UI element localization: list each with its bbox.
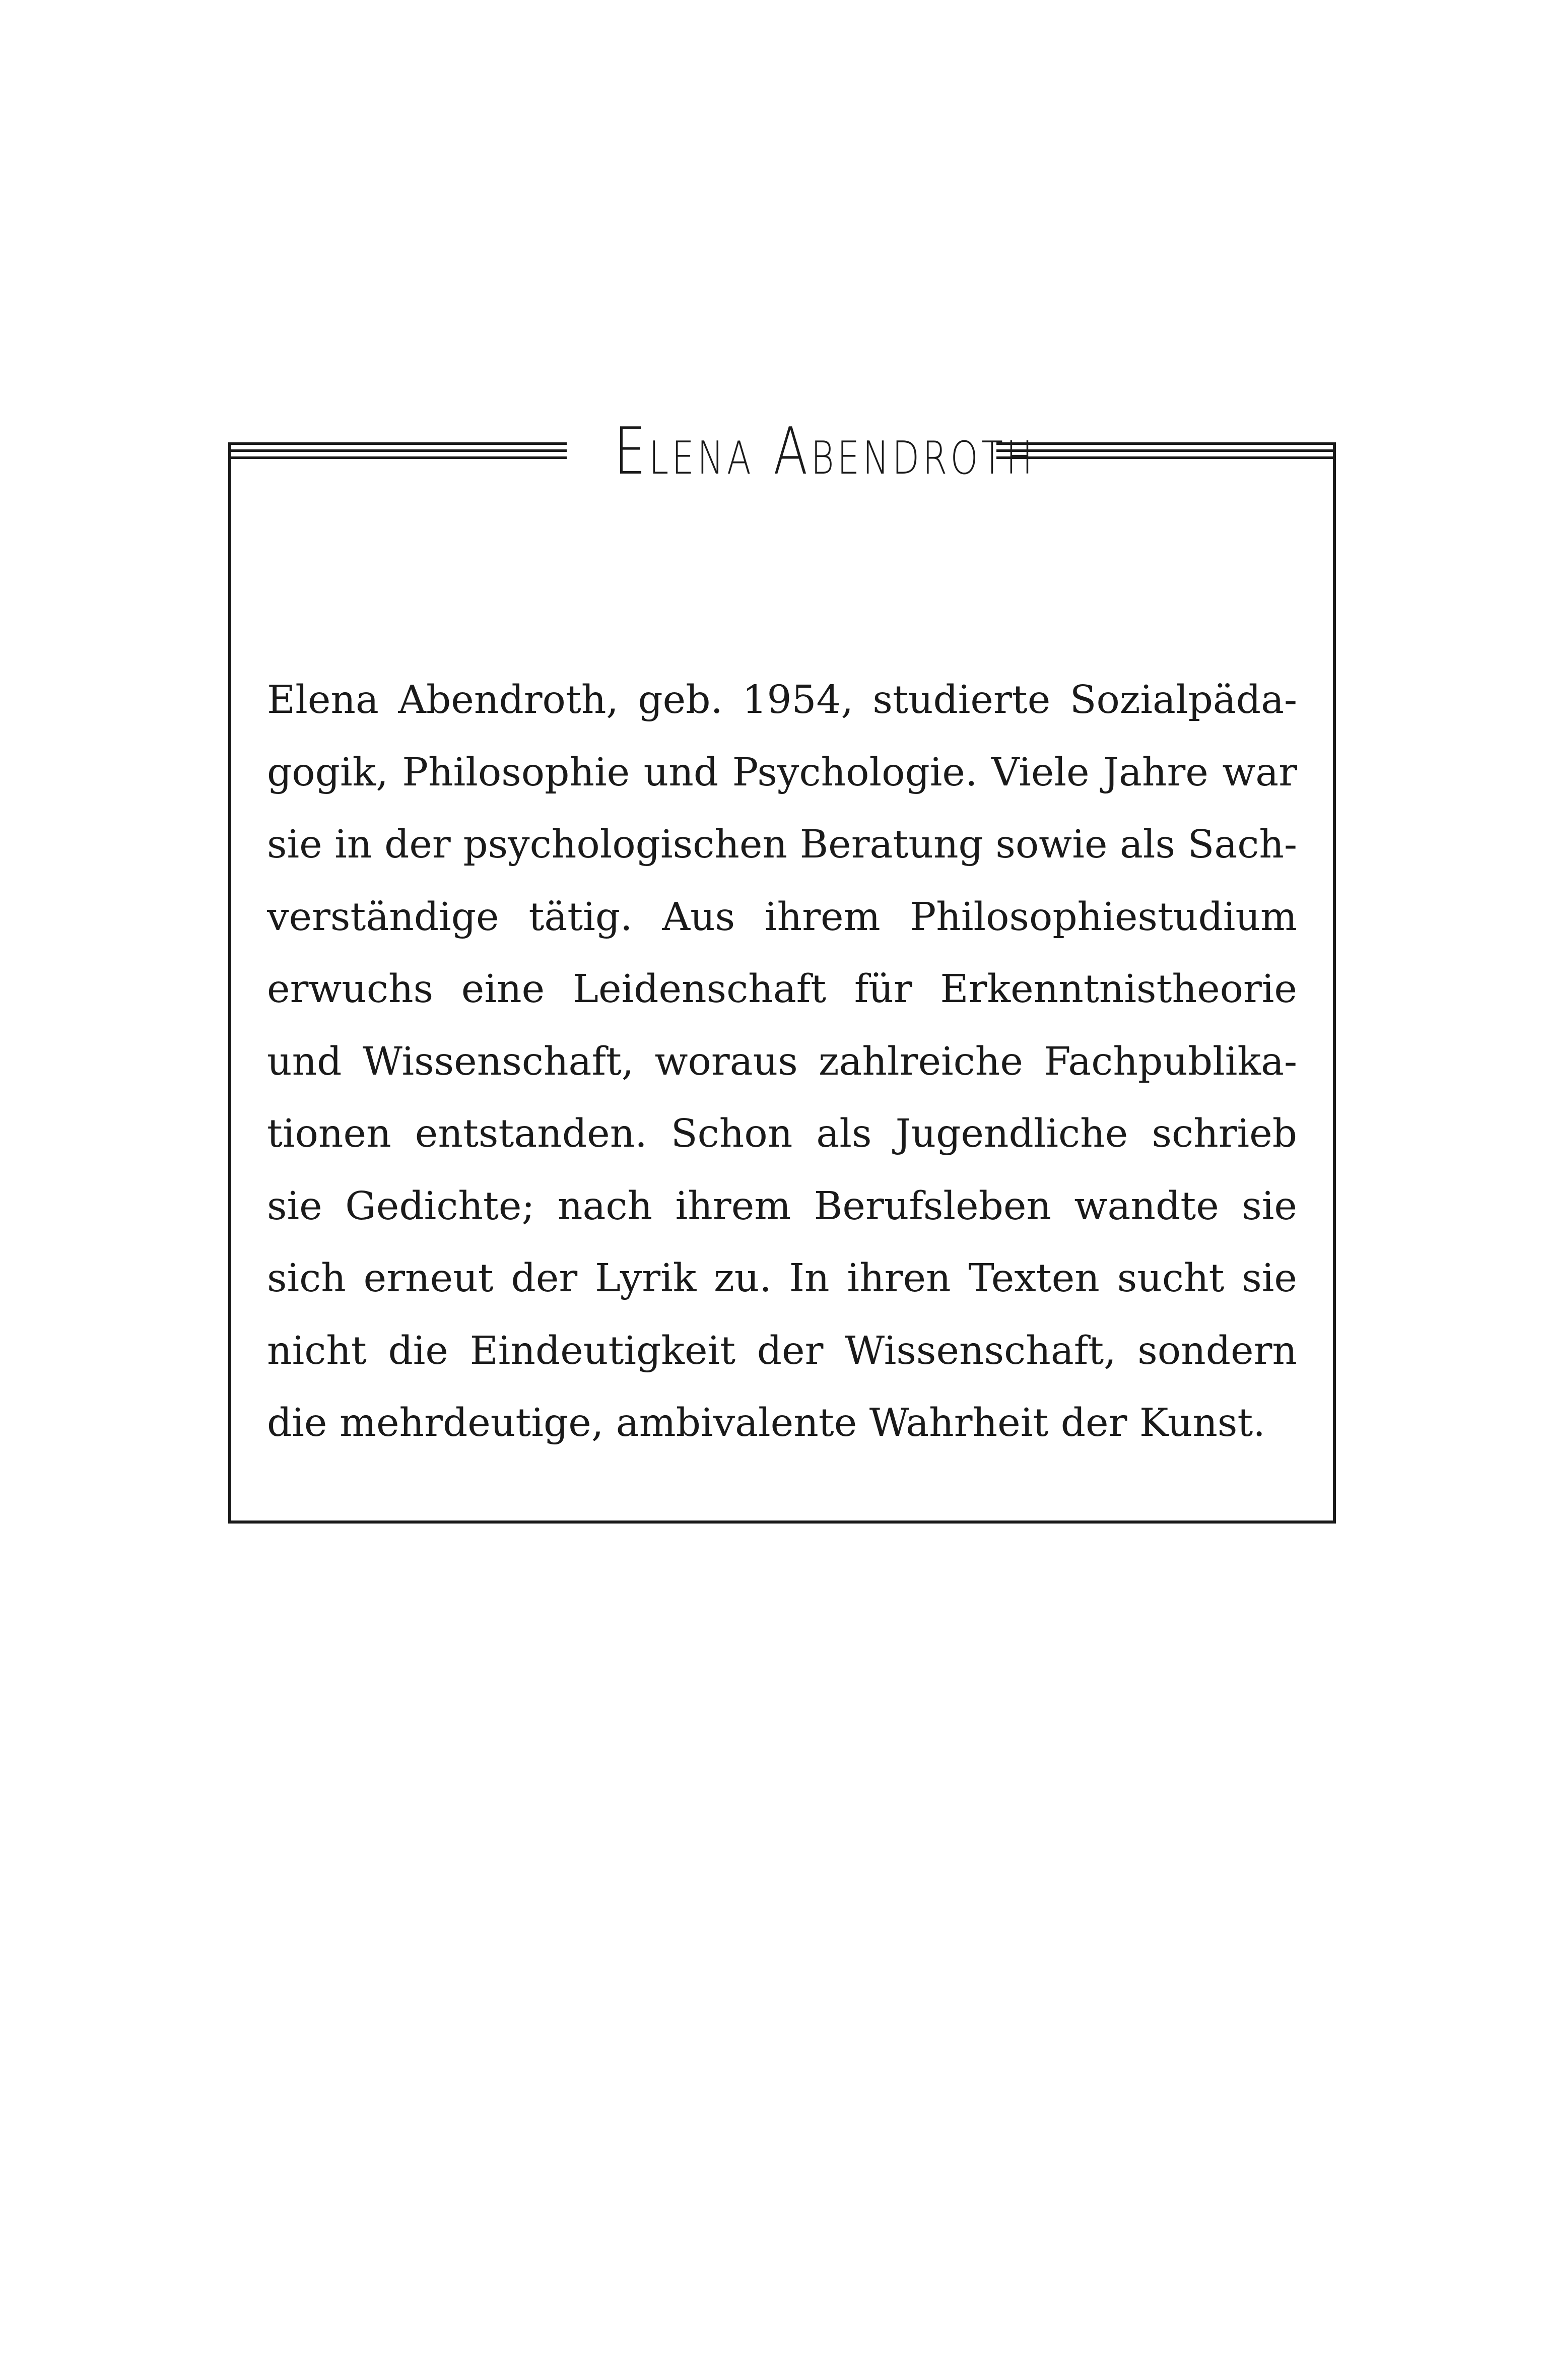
bio-line: Elena Abendroth, geb. 1954, studierte Sozialpäda-: [267, 678, 1297, 722]
bio-line: und Wissenschaft, woraus zahlreiche Fachpublika-: [267, 1039, 1297, 1084]
bio-line: erwuchs eine Leidenschaft für Erkenntnistheorie: [267, 967, 1297, 1012]
bio-line: sich erneut der Lyrik zu. In ihren Texten sucht sie: [267, 1256, 1297, 1301]
bio-paragraph: [267, 664, 1297, 1460]
bio-line: nicht die Eindeutigkeit der Wissenschaft, sondern: [267, 1328, 1297, 1373]
bio-line: sie Gedichte; nach ihrem Berufsleben wandte sie: [267, 1183, 1297, 1229]
bio-line: sie in der psychologischen Beratung sowie als Sach-: [267, 822, 1297, 867]
bio-line: die mehrdeutige, ambivalente Wahrheit der Kunst.: [267, 1401, 1265, 1445]
bio-line: tionen entstanden. Schon als Jugendliche schrieb: [267, 1111, 1297, 1156]
bio-line: verständige tätig. Aus ihrem Philosophiestudium: [267, 894, 1297, 940]
bio-line: gogik, Philosophie und Psychologie. Viele Jahre war: [267, 750, 1297, 795]
author-name-title: Elena Abendroth: [614, 414, 1036, 489]
